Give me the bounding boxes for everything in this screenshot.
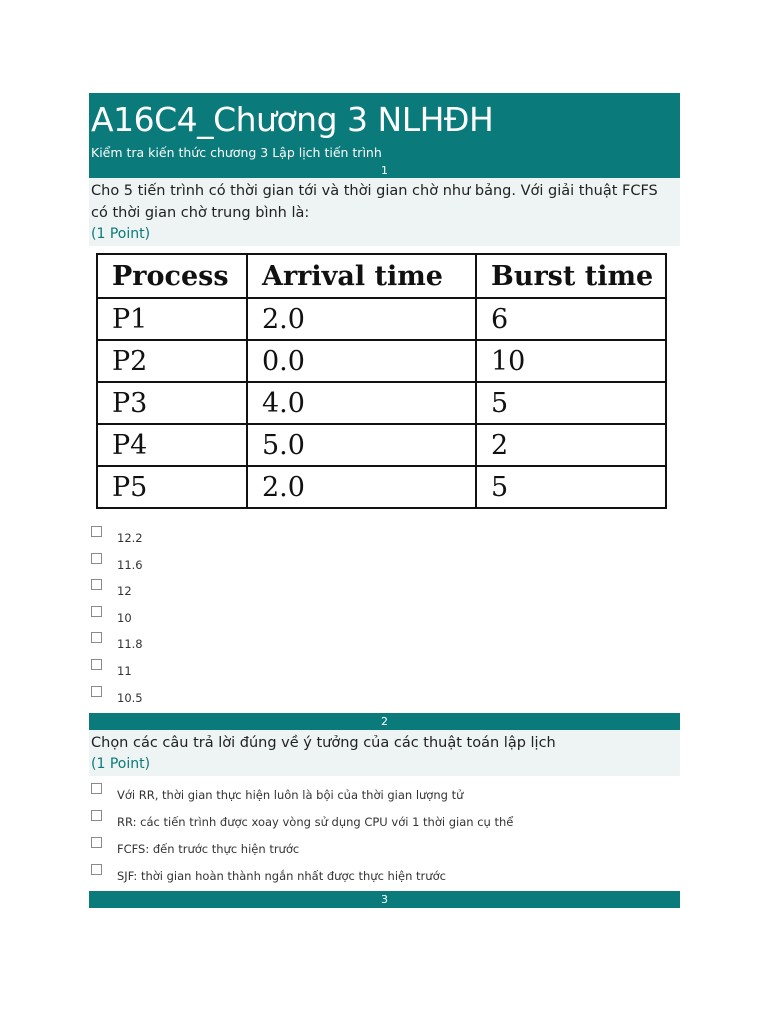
table-cell: 4.0 bbox=[247, 382, 476, 424]
option-item[interactable] bbox=[91, 629, 680, 656]
checkbox-icon[interactable] bbox=[91, 553, 102, 564]
checkbox-icon[interactable] bbox=[91, 579, 102, 590]
option-item[interactable] bbox=[91, 576, 680, 603]
table-cell: 2 bbox=[476, 424, 666, 466]
checkbox-icon[interactable] bbox=[91, 864, 102, 875]
question-image bbox=[89, 246, 680, 519]
table-cell: P2 bbox=[97, 340, 247, 382]
option-label[interactable]: SJF: thời gian hoàn thành ngắn nhất được thực hiện trước bbox=[117, 868, 446, 883]
question-header bbox=[89, 178, 680, 246]
question-number-bar: 2 bbox=[89, 713, 680, 730]
question-text: Cho 5 tiến trình có thời gian tới và thời gian chờ như bảng. Với giải thuật FCFS có thời gian chờ trung bình là: bbox=[91, 183, 658, 221]
table-row bbox=[97, 466, 666, 508]
table-cell: P4 bbox=[97, 424, 247, 466]
option-item[interactable] bbox=[91, 603, 680, 630]
checkbox-icon[interactable] bbox=[91, 632, 102, 643]
question-2 bbox=[89, 730, 680, 891]
option-label[interactable]: 11 bbox=[117, 663, 132, 678]
table-row bbox=[97, 382, 666, 424]
checkbox-icon[interactable] bbox=[91, 606, 102, 617]
option-item[interactable] bbox=[91, 523, 680, 550]
table-header-cell: Process bbox=[97, 254, 247, 298]
checkbox-icon[interactable] bbox=[91, 686, 102, 697]
checkbox-icon[interactable] bbox=[91, 837, 102, 848]
table-cell: 5.0 bbox=[247, 424, 476, 466]
option-item[interactable] bbox=[91, 656, 680, 683]
question-header bbox=[89, 730, 680, 776]
table-cell: 5 bbox=[476, 382, 666, 424]
process-table bbox=[96, 253, 667, 509]
option-label[interactable]: 12 bbox=[117, 584, 132, 599]
option-item[interactable] bbox=[91, 550, 680, 577]
table-cell: 10 bbox=[476, 340, 666, 382]
table-header-row bbox=[97, 254, 666, 298]
checkbox-icon[interactable] bbox=[91, 783, 102, 794]
option-item[interactable] bbox=[91, 780, 680, 807]
table-cell: 2.0 bbox=[247, 466, 476, 508]
table-cell: 2.0 bbox=[247, 298, 476, 340]
form-title: A16C4_Chương 3 NLHĐH bbox=[91, 100, 494, 139]
question-number-bar: 3 bbox=[89, 891, 680, 908]
table-cell: P5 bbox=[97, 466, 247, 508]
option-label[interactable]: 11.8 bbox=[117, 637, 143, 652]
question-text: Chọn các câu trả lời đúng về ý tưởng của các thuật toán lập lịch bbox=[91, 735, 556, 752]
table-cell: 6 bbox=[476, 298, 666, 340]
option-list bbox=[89, 776, 680, 891]
option-label[interactable]: 10.5 bbox=[117, 690, 143, 705]
table-cell: 0.0 bbox=[247, 340, 476, 382]
option-label[interactable]: 11.6 bbox=[117, 557, 143, 572]
quiz-form bbox=[89, 93, 680, 908]
question-points: (1 Point) bbox=[91, 226, 151, 242]
option-item[interactable] bbox=[91, 683, 680, 710]
option-label[interactable]: FCFS: đến trước thực hiện trước bbox=[117, 841, 300, 856]
checkbox-icon[interactable] bbox=[91, 526, 102, 537]
option-item[interactable] bbox=[91, 834, 680, 861]
option-label[interactable]: RR: các tiến trình được xoay vòng sử dụng CPU với 1 thời gian cụ thể bbox=[117, 814, 514, 829]
form-header bbox=[89, 93, 680, 178]
checkbox-icon[interactable] bbox=[91, 810, 102, 821]
question-points: (1 Point) bbox=[91, 756, 151, 773]
option-list bbox=[89, 519, 680, 713]
checkbox-icon[interactable] bbox=[91, 659, 102, 670]
table-header-cell: Burst time bbox=[476, 254, 666, 298]
option-label[interactable]: Với RR, thời gian thực hiện luôn là bội của thời gian lượng tử bbox=[117, 788, 464, 803]
table-row bbox=[97, 424, 666, 466]
option-label[interactable]: 12.2 bbox=[117, 531, 143, 545]
table-cell: 5 bbox=[476, 466, 666, 508]
table-row bbox=[97, 298, 666, 340]
question-1 bbox=[89, 178, 680, 713]
option-item[interactable] bbox=[91, 807, 680, 834]
table-cell: P3 bbox=[97, 382, 247, 424]
table-row bbox=[97, 340, 666, 382]
option-item[interactable] bbox=[91, 861, 680, 888]
table-header-cell: Arrival time bbox=[247, 254, 476, 298]
question-number: 1 bbox=[381, 164, 388, 177]
form-subtitle: Kiểm tra kiến thức chương 3 Lập lịch tiến trình bbox=[91, 145, 382, 160]
option-label[interactable]: 10 bbox=[117, 610, 132, 625]
table-cell: P1 bbox=[97, 298, 247, 340]
